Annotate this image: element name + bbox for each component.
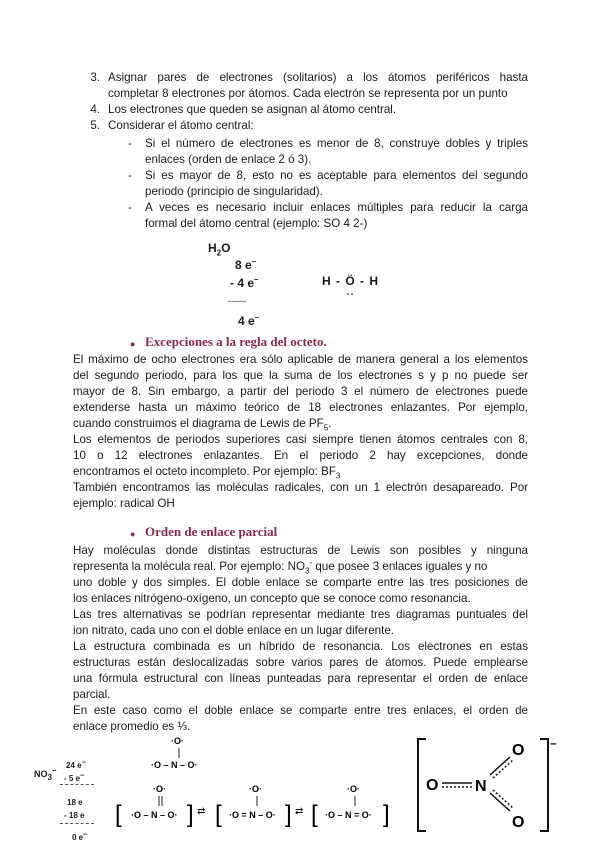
section-heading-octet-exceptions: Excepciones a la regla del octeto. [145, 334, 327, 349]
svg-text:]: ] [383, 801, 390, 828]
svg-text:[: [ [311, 801, 318, 828]
svg-text:[: [ [215, 801, 222, 828]
nitrate-count-a: 24 e– [66, 757, 87, 770]
nitrate-rule [60, 784, 94, 785]
sub-item-3-line-2: formal del átomo central (ejemplo: SO 4 2-) [145, 217, 368, 230]
nitrate-resonance-diagram [115, 730, 395, 840]
sub-dash: - [128, 201, 132, 214]
svg-text:·O = N – O·: ·O = N – O· [229, 810, 276, 820]
nitrate-count-d: - 18 e [64, 811, 85, 820]
water-remaining-electrons: 4 e– [238, 313, 260, 328]
svg-text:⇄: ⇄ [197, 806, 206, 817]
svg-text:·O·: ·O· [171, 736, 184, 746]
hybrid-charge: – [550, 736, 557, 750]
heading-bullet: ● [130, 339, 136, 349]
sub-item-3-line-1: A veces es necesario incluir enlaces múltiples para reducir la carga [145, 201, 528, 214]
section-heading-partial-bond-order: Orden de enlace parcial [145, 524, 278, 539]
nitrate-label: $NO_3^-$ [34, 766, 57, 782]
hybrid-oxygen-bottom: O [512, 814, 525, 831]
nitrate-count-b: - 5 e– [64, 770, 85, 783]
water-lone-pair-dots [340, 285, 360, 297]
step-number: 5. [90, 119, 100, 132]
sub-item-1-line-2: enlaces (orden de enlace 2 ó 3). [145, 153, 312, 166]
water-total-electrons: 8 e– [235, 257, 257, 272]
nitrate-resonance-2 [229, 784, 276, 820]
nitrate-resonance-1 [131, 784, 178, 820]
paragraph: Hay moléculas donde distintas estructuras de Lewis son posibles y ninguna representa la molécula real. Por ejemplo: $NO_3^-$ que posee 3 enlaces iguales y no uno doble y dos simples. El doble enlace se comparte entre las tres posiciones de los enlaces nitrógeno-oxígeno, un concepto que se conoce como resonancia. Las tres alternativas se podrían representar mediante tres diagramas puntuales del ion nitrato, cada uno con el doble enlace en un lugar diferente. La estructura combinada es un híbrido de resonancia. Los electrones en estas estructuras están deslocalizadas sobre varios pares de átomos. Puede emplearse una fórmula estructural con líneas punteadas para representar el orden de enlace parcial. En este caso como el doble enlace se comparte entre tres enlaces, el orden de enlace promedio es ⅓. [73, 544, 528, 733]
svg-text:·O·: ·O· [249, 784, 262, 794]
svg-text:·O·: ·O· [347, 784, 360, 794]
step-5-text: Considerar el átomo central: [108, 119, 254, 132]
nitrate-lewis-top [151, 736, 198, 770]
step-number: 3. [90, 71, 100, 84]
nitrate-count-c: 18 e [67, 798, 83, 807]
hybrid-oxygen-left: O [426, 777, 439, 794]
hybrid-oxygen-top: O [512, 742, 525, 759]
sub-dash: - [128, 169, 132, 182]
svg-text:·O·: ·O· [153, 784, 166, 794]
svg-text:·O – N – O·: ·O – N – O· [131, 810, 178, 820]
heading-bullet: ● [130, 529, 136, 539]
nitrate-hybrid-structure [412, 735, 562, 835]
water-bonding-electrons: - 4 e– [230, 275, 259, 290]
nitrate-rule [60, 823, 94, 824]
svg-text:·O – N = O·: ·O – N = O· [325, 810, 372, 820]
sub-item-1-line-1: Si el número de electrones es menor de 8, construye dobles y triples [145, 137, 528, 150]
hybrid-nitrogen: N [475, 778, 487, 795]
svg-text:·O – N – O·: ·O – N – O· [151, 760, 198, 770]
step-4-text: Los electrones que queden se asignan al átomo central. [108, 103, 397, 116]
sub-dash: - [128, 137, 132, 150]
nitrate-count-e: 0 e– [72, 829, 88, 842]
svg-text:]: ] [285, 801, 292, 828]
sub-item-2-line-1: Si es mayor de 8, esto no es aceptable para elementos del segundo [145, 169, 528, 182]
sub-item-2-line-2: periodo (principio de singularidad). [145, 185, 323, 198]
step-number: 4. [90, 103, 100, 116]
nitrate-resonance-3 [325, 784, 372, 820]
svg-text:⇄: ⇄ [295, 806, 304, 817]
paragraph: El máximo de ocho electrones era sólo aplicable de manera general a los elementos del segundo periodo, para los que la suma de los electrones s y p no puede ser mayor de 8. Sin embargo, a partir del periodo 3 el número de electrones puede extenderse hasta un máximo teórico de 18 electrones enlazantes. Por ejemplo, cuando construimos el diagrama de Lewis de $PF_5$. Los elementos de periodos superiores casi siempre tienen átomos centrales con 8, 10 o 12 electrones enlazantes. En el periodo 2 hay excepciones, donde encontramos el octeto incompleto. Por ejemplo: $BF_3$ También encontramos las moléculas radicales, con un 1 electrón desapareado. Por ejemplo: radical OH [73, 353, 528, 510]
water-formula: $H_2O$ [208, 241, 231, 258]
water-lewis-structure: H - Ö - H [322, 274, 379, 288]
step-3-line-1: Asignar pares de electrones (solitarios) a los átomos periféricos hasta [108, 71, 528, 84]
step-3-line-2: completar 8 electrones por átomos. Cada electrón se representa por un punto [108, 87, 508, 100]
water-sum-rule: ------ [228, 296, 246, 306]
svg-text:[: [ [115, 801, 122, 828]
svg-text:]: ] [187, 801, 194, 828]
